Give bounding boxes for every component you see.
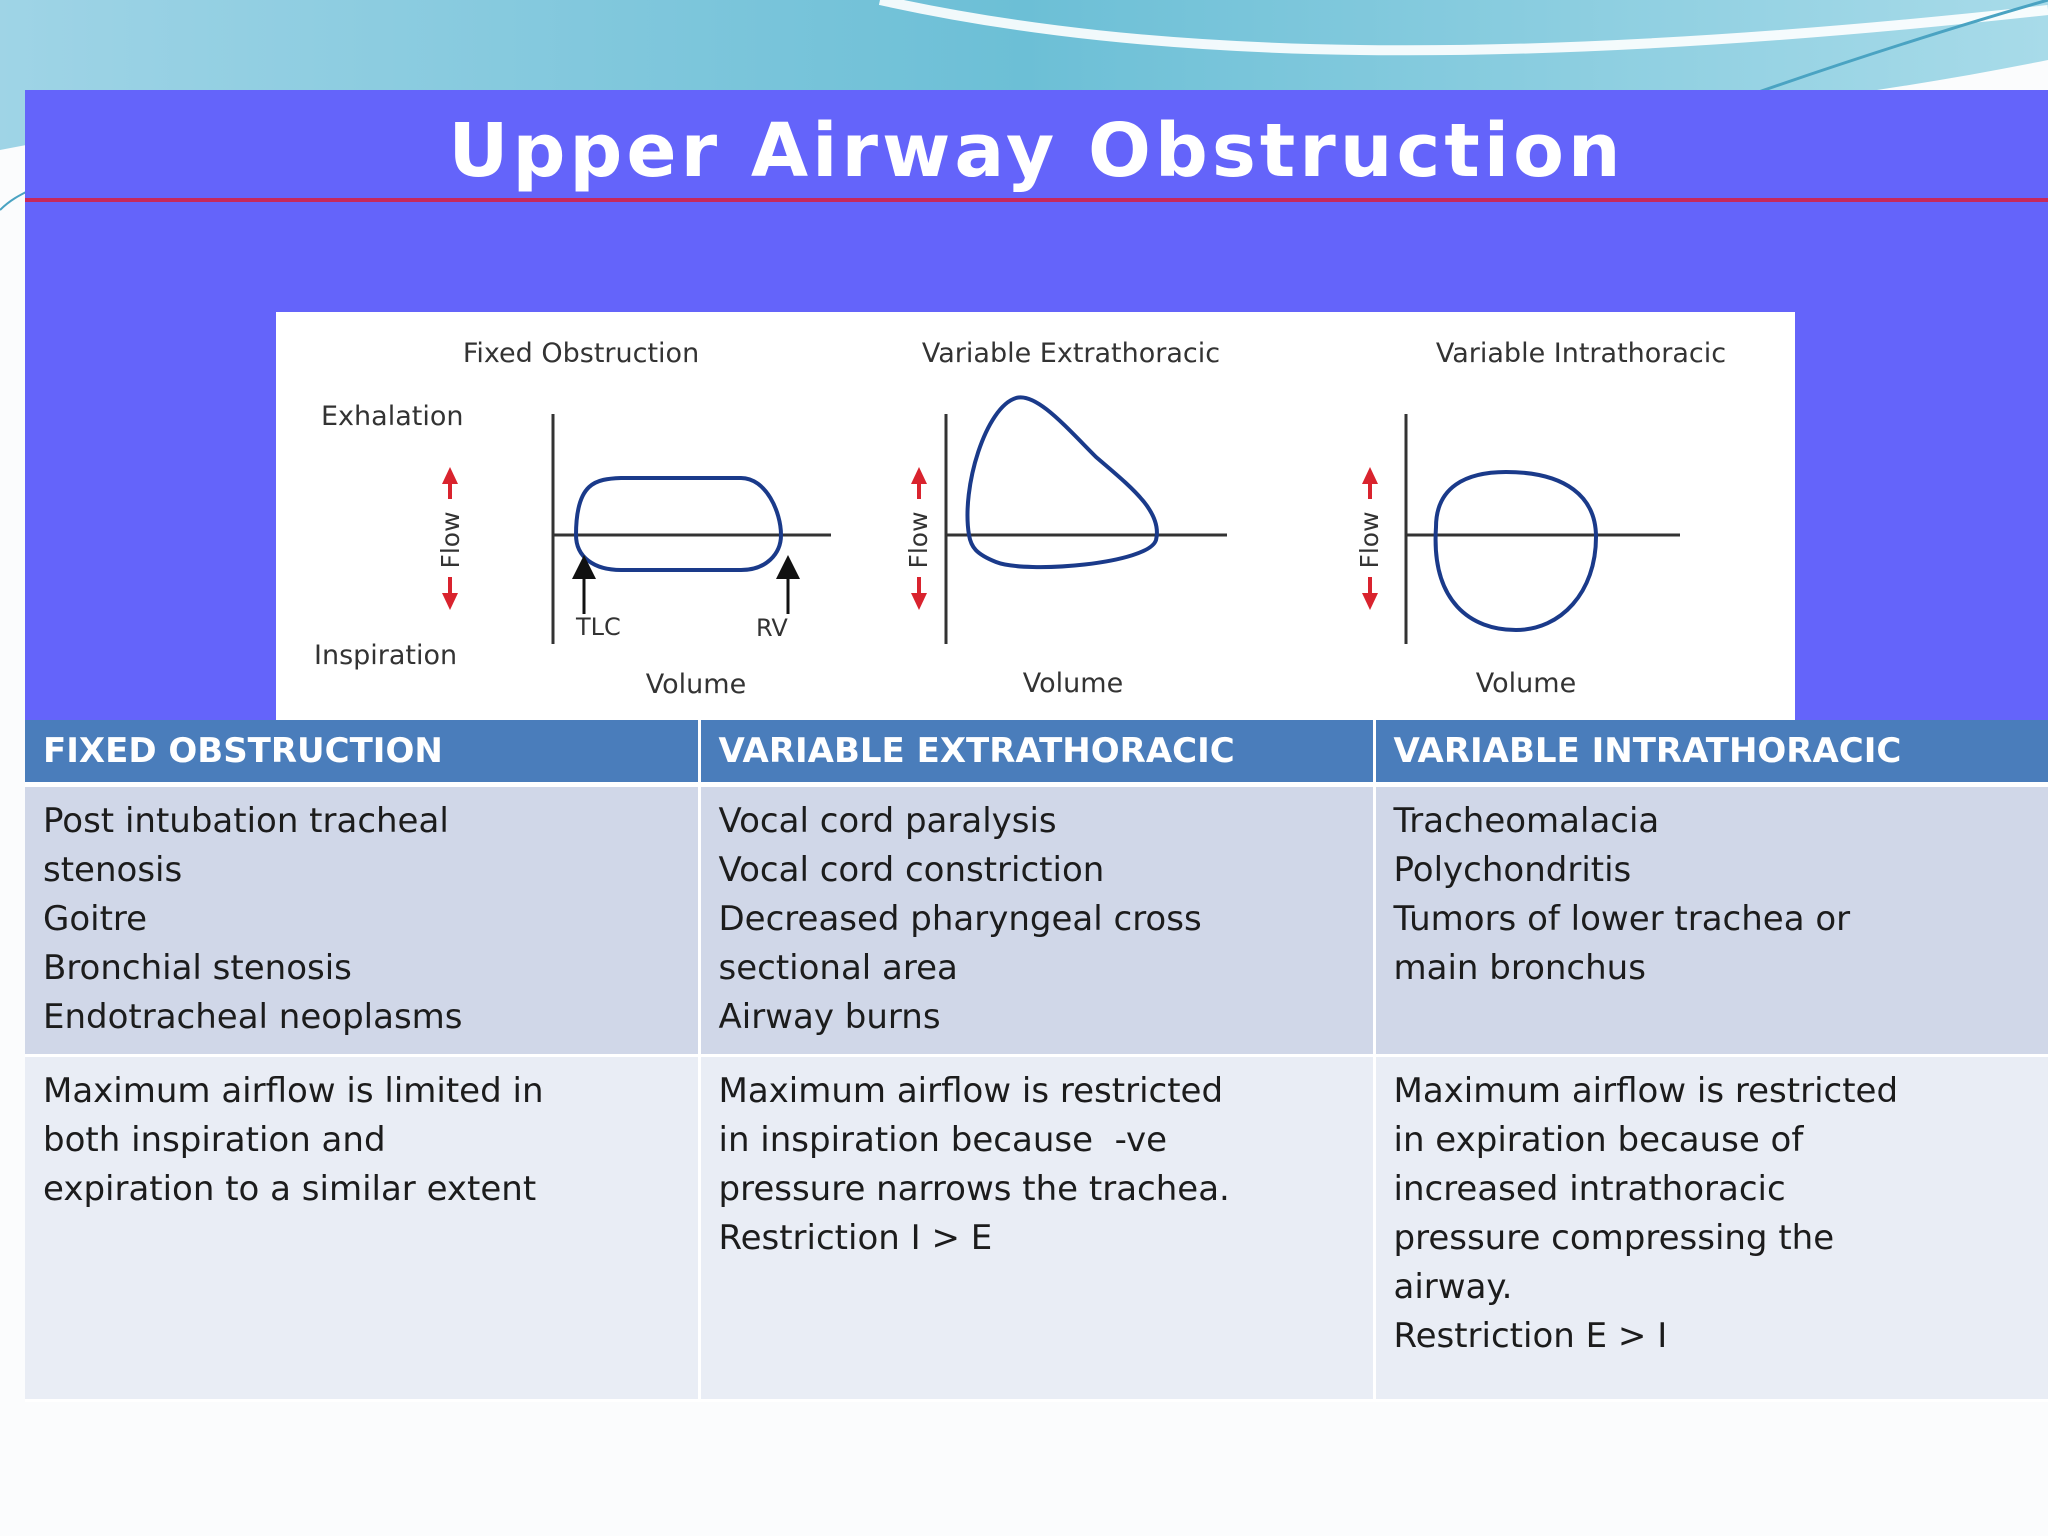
panel-title-fixed: Fixed Obstruction xyxy=(462,338,700,369)
exhalation-label: Exhalation xyxy=(321,401,464,432)
causes-extrathoracic: Vocal cord paralysis Vocal cord constriction Decreased pharyngeal cross sectional area Airway burns xyxy=(699,785,1374,1056)
header-fixed-obstruction: FIXED OBSTRUCTION xyxy=(25,720,699,785)
volume-label: Volume xyxy=(1022,668,1124,699)
flow-axis-label: Flow xyxy=(904,511,933,569)
inspiration-label: Inspiration xyxy=(314,640,458,671)
panel-title-intrathoracic: Variable Intrathoracic xyxy=(1435,338,1727,369)
volume-label: Volume xyxy=(645,669,747,700)
description-fixed: Maximum airflow is limited in both inspiration and expiration to a similar extent xyxy=(25,1056,699,1401)
causes-fixed: Post intubation tracheal stenosis Goitre Bronchial stenosis Endotracheal neoplasms xyxy=(25,785,699,1056)
flow-volume-diagram xyxy=(276,312,1795,722)
table-row-causes xyxy=(25,785,2048,1056)
flow-volume-loop xyxy=(576,478,781,570)
slide-title: Upper Airway Obstruction xyxy=(448,108,1625,194)
causes-intrathoracic: Tracheomalacia Polychondritis Tumors of lower trachea or main bronchus xyxy=(1374,785,2048,1056)
obstruction-table xyxy=(25,720,2048,1402)
panel-title-extrathoracic: Variable Extrathoracic xyxy=(921,338,1221,369)
table-row-description xyxy=(25,1056,2048,1401)
description-intrathoracic: Maximum airflow is restricted in expiration because of increased intrathoracic pressure compressing the airway. Restriction E > I xyxy=(1374,1056,2048,1401)
flow-axis-label: Flow xyxy=(1355,511,1384,569)
description-extrathoracic: Maximum airflow is restricted in inspiration because -ve pressure narrows the trachea. Restriction I > E xyxy=(699,1056,1374,1401)
flow-axis-label: Flow xyxy=(436,511,465,569)
title-divider xyxy=(25,198,2048,202)
header-variable-intrathoracic: VARIABLE INTRATHORACIC xyxy=(1374,720,2048,785)
flow-volume-loop xyxy=(967,397,1156,567)
header-variable-extrathoracic: VARIABLE EXTRATHORACIC xyxy=(699,720,1374,785)
table-header-row xyxy=(25,720,2048,785)
tlc-label: TLC xyxy=(576,613,621,641)
slide-image xyxy=(25,90,2048,1356)
volume-label: Volume xyxy=(1475,668,1577,699)
rv-label: RV xyxy=(756,614,788,642)
flow-volume-loop xyxy=(1436,472,1596,630)
